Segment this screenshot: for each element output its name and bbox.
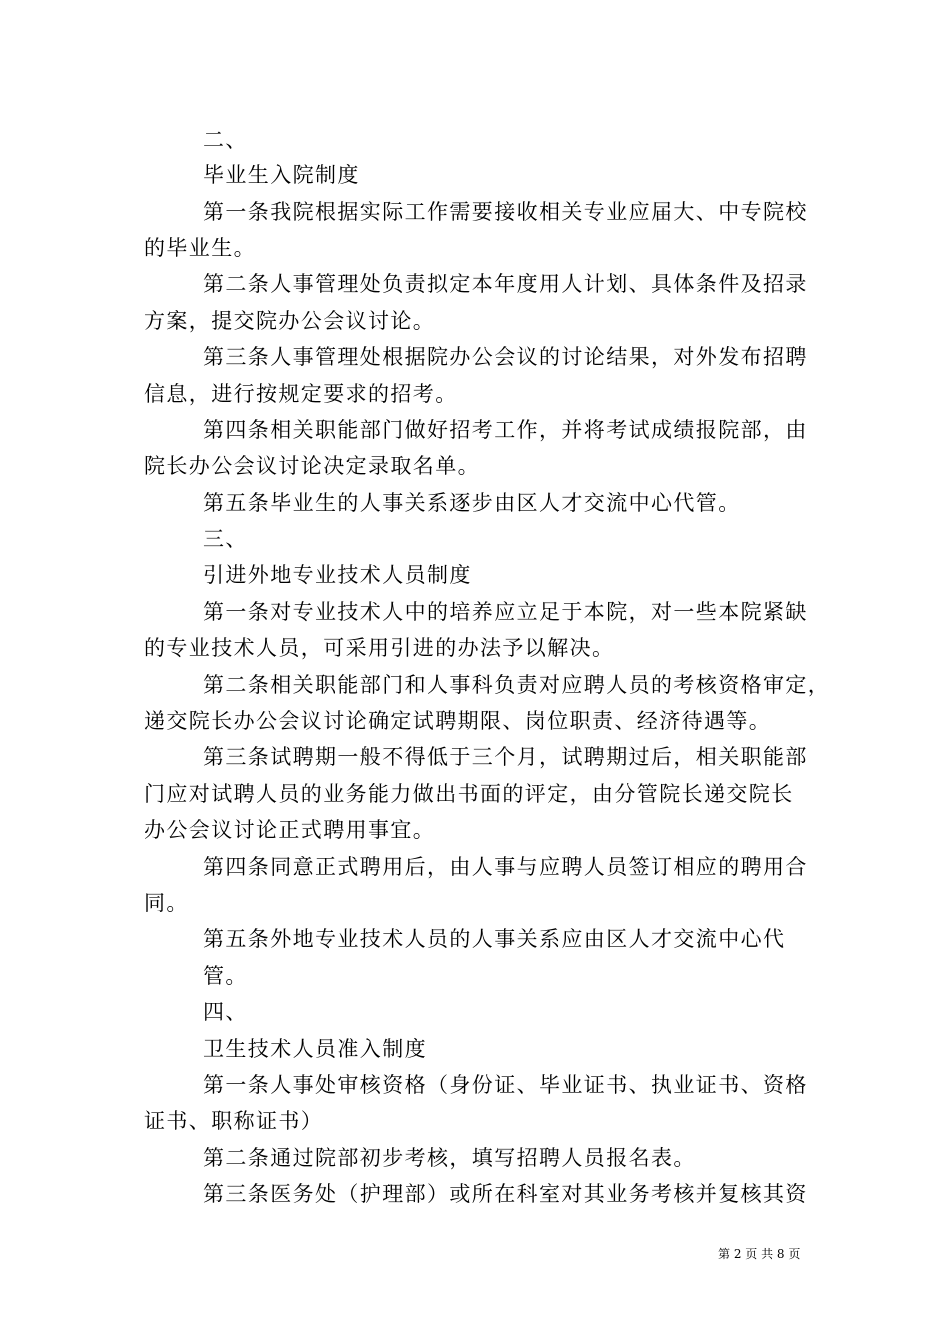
- section-title: 引进外地专业技术人员制度: [203, 563, 472, 587]
- paragraph-line: 第二条人事管理处负责拟定本年度用人计划、具体条件及招录: [203, 272, 808, 296]
- paragraph-line: 第五条外地专业技术人员的人事关系应由区人才交流中心代: [203, 927, 786, 951]
- paragraph-line: 信息，进行按规定要求的招考。: [144, 382, 458, 406]
- paragraph-line: 办公会议讨论正式聘用事宜。: [144, 818, 436, 842]
- section-title: 卫生技术人员准入制度: [203, 1037, 427, 1061]
- paragraph-line: 第三条试聘期一般不得低于三个月，试聘期过后，相关职能部: [203, 745, 808, 769]
- paragraph-line: 第二条通过院部初步考核，填写招聘人员报名表。: [203, 1146, 696, 1170]
- section-number: 四、: [203, 1000, 248, 1024]
- paragraph-line: 管。: [203, 964, 248, 988]
- paragraph-line: 第三条医务处（护理部）或所在科室对其业务考核并复核其资: [203, 1182, 808, 1206]
- paragraph-line: 证书、职称证书）: [144, 1109, 324, 1133]
- page-number: 第 2 页 共 8 页: [718, 1247, 801, 1261]
- paragraph-line: 第一条对专业技术人中的培养应立足于本院，对一些本院紧缺: [203, 600, 808, 624]
- paragraph-line: 第四条相关职能部门做好招考工作，并将考试成绩报院部，由: [203, 418, 808, 442]
- paragraph-line: 第三条人事管理处根据院办公会议的讨论结果，对外发布招聘: [203, 345, 808, 369]
- section-title: 毕业生入院制度: [203, 163, 360, 187]
- section-number: 三、: [203, 527, 248, 551]
- paragraph-line: 第一条我院根据实际工作需要接收相关专业应届大、中专院校: [203, 200, 808, 224]
- paragraph-line: 院长办公会议讨论决定录取名单。: [144, 454, 480, 478]
- paragraph-line: 同。: [144, 891, 189, 915]
- paragraph-line: 的专业技术人员，可采用引进的办法予以解决。: [144, 636, 615, 660]
- section-number: 二、: [203, 128, 248, 152]
- paragraph-line: 第四条同意正式聘用后，由人事与应聘人员签订相应的聘用合: [203, 855, 808, 879]
- paragraph-line: 方案，提交院办公会议讨论。: [144, 309, 436, 333]
- paragraph-line: 第二条相关职能部门和人事科负责对应聘人员的考核资格审定，: [203, 673, 831, 697]
- paragraph-line: 第一条人事处审核资格（身份证、毕业证书、执业证书、资格: [203, 1073, 808, 1097]
- paragraph-line: 门应对试聘人员的业务能力做出书面的评定，由分管院长递交院长: [144, 782, 794, 806]
- paragraph-line: 第五条毕业生的人事关系逐步由区人才交流中心代管。: [203, 491, 741, 515]
- paragraph-line: 递交院长办公会议讨论确定试聘期限、岗位职责、经济待遇等。: [144, 709, 772, 733]
- paragraph-line: 的毕业生。: [144, 236, 256, 260]
